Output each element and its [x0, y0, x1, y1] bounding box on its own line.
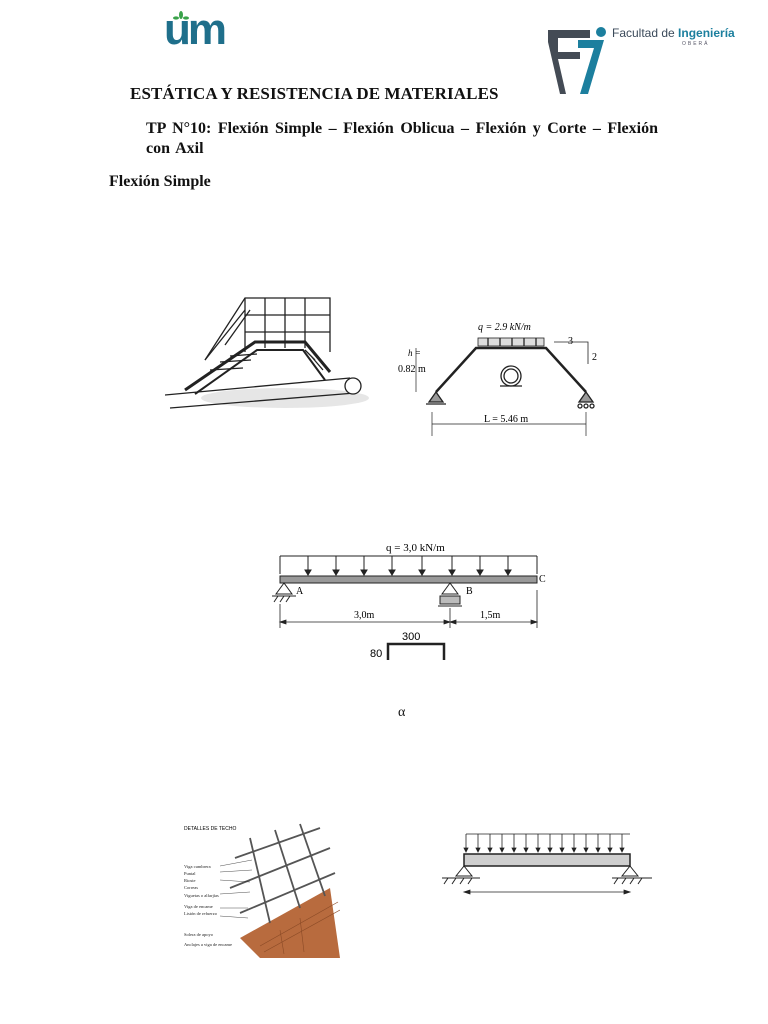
dim-bc: 1,5m	[480, 610, 501, 621]
slope-vertical: 2	[592, 352, 597, 363]
slope-horizontal: 3	[568, 336, 573, 347]
overhang-beam-diagram	[262, 536, 552, 666]
load-arrows	[305, 556, 511, 575]
faculty-name: Facultad de Ingeniería	[612, 26, 735, 40]
support-a	[272, 583, 296, 602]
load-label: q = 3,0 kN/m	[386, 542, 445, 554]
inclined-beam-diagram	[396, 312, 611, 442]
height-value: 0.82 m	[398, 364, 426, 375]
roof-label: Viga de encame	[184, 904, 213, 909]
dim-ab: 3,0m	[354, 610, 375, 621]
simply-supported-beam-diagram	[436, 826, 658, 916]
beam	[464, 854, 630, 866]
roof-label: Solera de apoyo	[184, 932, 213, 937]
load-arrows	[464, 834, 630, 852]
span-dimension	[464, 890, 630, 894]
section-title: Flexión Simple	[109, 173, 211, 190]
roof-label: Listón de refuerzo	[184, 911, 217, 916]
channel-section	[370, 631, 444, 660]
height-label: h =	[408, 348, 421, 358]
roof-label: Viguetas o alfarjías	[184, 893, 219, 898]
support-left	[442, 866, 480, 884]
roof-details-illustration	[180, 818, 340, 958]
tp-title: TP N°10: Flexión Simple – Flexión Oblicua – Flexión y Corte – Flexión con Axil	[146, 120, 658, 157]
roof-label: Anclajes a viga de encame	[184, 942, 232, 947]
support-right	[612, 866, 652, 884]
stairway-bridge-illustration	[165, 290, 370, 412]
point-b: B	[466, 586, 473, 597]
roof-label: Rioste	[184, 878, 196, 883]
point-c: C	[539, 574, 546, 585]
roof-details-title: DETALLES DE TECHO	[184, 826, 237, 832]
section-width: 300	[402, 631, 421, 643]
alpha-symbol: α	[398, 705, 406, 720]
university-logo-text: um	[164, 8, 224, 48]
section-height: 80	[370, 648, 383, 660]
load-label: q = 2.9 kN/m	[478, 322, 531, 333]
course-title: ESTÁTICA Y RESISTENCIA DE MATERIALES	[130, 84, 499, 103]
support-b	[438, 583, 462, 606]
point-a: A	[296, 586, 304, 597]
span-label: L = 5.46 m	[484, 414, 529, 425]
beam	[280, 576, 537, 583]
faculty-location: OBERÁ	[682, 41, 710, 47]
roof-label: Correas	[184, 885, 198, 890]
roof-label: Puntal	[184, 871, 196, 876]
dimension-lines	[280, 590, 537, 628]
university-logo	[164, 8, 254, 48]
roof-label: Viga cumbrera	[184, 864, 211, 869]
